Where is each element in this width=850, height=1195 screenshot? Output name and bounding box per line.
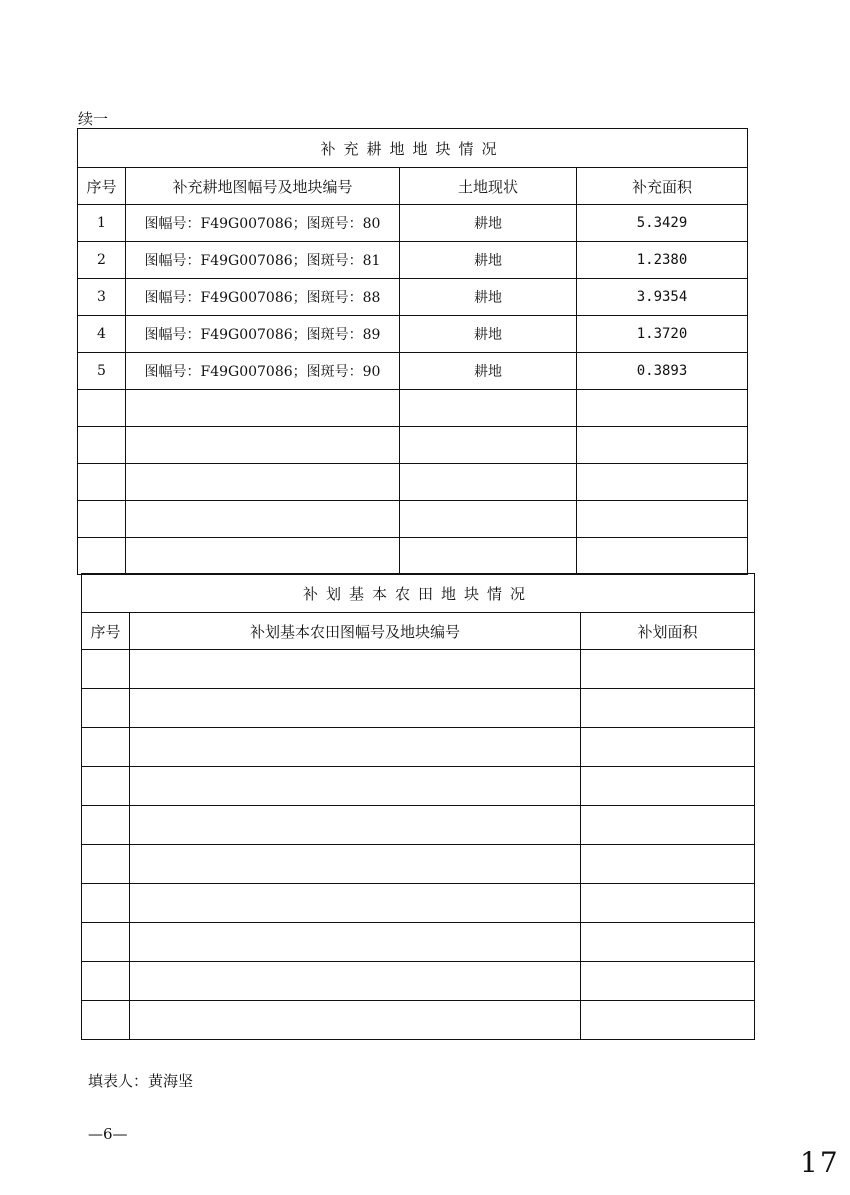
supplement-farmland-table xyxy=(77,128,748,575)
header-area: 补划面积 xyxy=(581,613,755,650)
empty-row xyxy=(78,501,748,538)
supplement-section-title: 补充耕地地块情况 xyxy=(78,129,748,168)
row-code: 图幅号：F49G007086；图斑号：81 xyxy=(126,242,400,279)
row-area: 1.2380 xyxy=(577,242,748,279)
empty-row xyxy=(78,538,748,575)
row-code: 图幅号：F49G007086；图斑号：89 xyxy=(126,316,400,353)
farmland-table xyxy=(81,573,755,1040)
header-area: 补充面积 xyxy=(577,168,748,205)
row-status: 耕地 xyxy=(400,279,577,316)
row-code: 图幅号：F49G007086；图斑号：88 xyxy=(126,279,400,316)
empty-row xyxy=(82,923,755,962)
table-row xyxy=(78,316,748,353)
header-no: 序号 xyxy=(78,168,126,205)
row-code: 图幅号：F49G007086；图斑号：80 xyxy=(126,205,400,242)
corner-number: 17 xyxy=(800,1146,840,1179)
row-no: 3 xyxy=(78,279,126,316)
empty-row xyxy=(82,845,755,884)
empty-row xyxy=(78,464,748,501)
header-status: 土地现状 xyxy=(400,168,577,205)
empty-row xyxy=(82,689,755,728)
table-row xyxy=(78,279,748,316)
empty-row xyxy=(82,806,755,845)
empty-row xyxy=(82,962,755,1001)
empty-row xyxy=(78,427,748,464)
filled-by: 填表人：黄海坚 xyxy=(88,1072,194,1090)
row-no: 4 xyxy=(78,316,126,353)
table-row xyxy=(78,242,748,279)
empty-row xyxy=(82,1001,755,1040)
empty-row xyxy=(78,390,748,427)
farmland-section-title: 补划基本农田地块情况 xyxy=(82,574,755,613)
header-code: 补划基本农田图幅号及地块编号 xyxy=(130,613,581,650)
header-code: 补充耕地图幅号及地块编号 xyxy=(126,168,400,205)
row-status: 耕地 xyxy=(400,316,577,353)
empty-row xyxy=(82,767,755,806)
table-row xyxy=(78,205,748,242)
empty-row xyxy=(82,728,755,767)
row-area: 5.3429 xyxy=(577,205,748,242)
row-area: 1.3720 xyxy=(577,316,748,353)
row-area: 0.3893 xyxy=(577,353,748,390)
row-area: 3.9354 xyxy=(577,279,748,316)
row-status: 耕地 xyxy=(400,353,577,390)
row-status: 耕地 xyxy=(400,205,577,242)
empty-row xyxy=(82,650,755,689)
row-no: 2 xyxy=(78,242,126,279)
row-code: 图幅号：F49G007086；图斑号：90 xyxy=(126,353,400,390)
row-status: 耕地 xyxy=(400,242,577,279)
row-no: 1 xyxy=(78,205,126,242)
continuation-label: 续一 xyxy=(78,110,109,128)
empty-row xyxy=(82,884,755,923)
page-number: —6— xyxy=(88,1125,128,1143)
header-no: 序号 xyxy=(82,613,130,650)
table-row xyxy=(78,353,748,390)
row-no: 5 xyxy=(78,353,126,390)
